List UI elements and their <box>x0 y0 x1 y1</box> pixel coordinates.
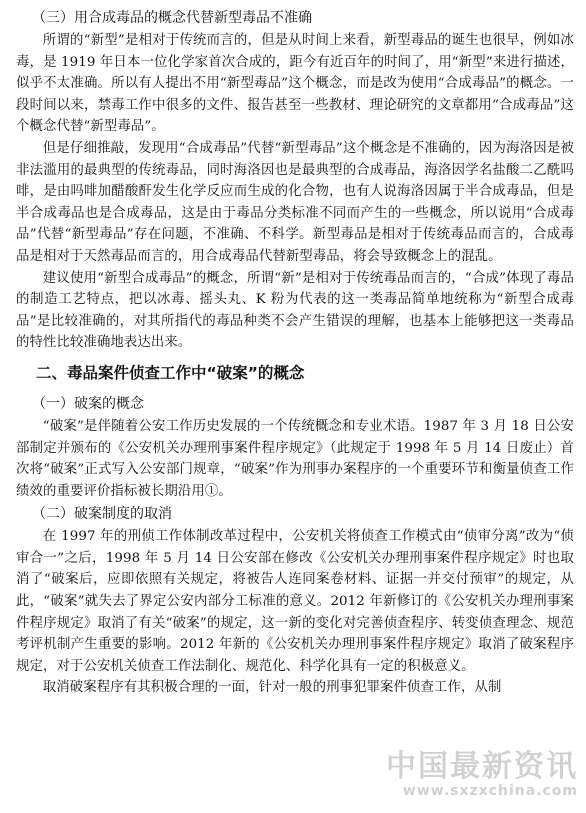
paragraph: 取消破案程序有其积极合理的一面，针对一般的刑事犯罪案件侦查工作，从制 <box>42 680 502 696</box>
chapter-heading: 二、毒品案件侦查工作中“破案”的概念 <box>36 363 305 382</box>
watermark-url: www.sxzxchina.com <box>402 783 578 799</box>
paragraph: 建议使用“新型合成毒品”的概念，所谓“新”是相对于传统毒品而言的，“合成”体现了毒品的制造工艺特点，把以冰毒、摇头丸、K 粉为代表的这一类毒品简单地统称为“新型合成毒品”是比较准确的，对其所指代的毒品种类不会产生错误的理解，也基本上能够把这一类毒品的特性比较准确地表达出来。 <box>16 270 574 351</box>
section-heading-3: （三）用合成毒品的概念代替新型毒品不准确 <box>32 10 312 26</box>
paragraph: 但是仔细推敲，发现用“合成毒品”代替“新型毒品”这个概念是不准确的，因为海洛因是被非法滥用的最典型的传统毒品，同时海洛因也是最典型的合成毒品，海洛因学名盐酸二乙酰吗啡，是由吗啡加醋酸酐发生化学反应而生成的化合物，也有人说海洛因属于半合成毒品，但是半合成毒品也是合成毒品，这是由于毒品分类标准不同而产生的一些概念，所以说用“合成毒品”代替“新型毒品”存在问题，不准确、不科学。新型毒品是相对于传统毒品而言的，合成毒品是相对于天然毒品而言的，用合成毒品代替新型毒品，将会导致概念上的混乱。 <box>16 140 574 264</box>
subsection-heading-1: （一）破案的概念 <box>32 395 144 412</box>
paragraph: 所谓的“新型”是相对于传统而言的，但是从时间上来看，新型毒品的诞生也很早，例如冰毒，是 1919 年日本一位化学家首次合成的，距今有近百年的时间了，用“新型”来进行描述，似乎不太准确。所以有人提出不用“新型毒品”这个概念，而是改为使用“合成毒品”的概念。一段时间以来，禁毒工作中很多的文件、报告甚至一些教材、理论研究的文章都用“合成毒品”这个概念代替“新型毒品”。 <box>16 33 574 135</box>
watermark <box>386 751 578 799</box>
paragraph: 在 1997 年的刑侦工作体制改革过程中，公安机关将侦查工作模式由“侦审分离”改为“侦审合一”之后，1998 年 5 月 14 日公安部在修改《公安机关办理刑事案件程序规定》时也取消了“破案后，应即依照有关规定，将被告人连同案卷材料、证据一并交付预审”的规定，从此，“破案”就失去了界定公安内部分工标准的意义。2012 年新修订的《公安机关办理刑事案件程序规定》取消了有关“破案”的规定，这一新的变化对完善侦查程序、转变侦查理念、规范考评机制产生重要的影响。2012 年新的《公安机关办理刑事案件程序规定》取消了破案程序规定，对于公安机关侦查工作法制化、规范化、科学化具有一定的积极意义。 <box>16 529 574 674</box>
watermark-title: 中国最新资讯 <box>386 749 578 784</box>
subsection-heading-2: （二）破案制度的取消 <box>32 506 172 523</box>
paragraph: “破案”是伴随着公安工作历史发展的一个传统概念和专业术语。1987 年 3 月 18 日公安部制定并颁布的《公安机关办理刑事案件程序规定》（此规定于 1998 年 5 月 14 日废止）首次将“破案”正式写入公安部门规章，“破案”作为刑事办案程序的一个重要环节和衡量侦查工作绩效的重要评价指标被长期沿用①。 <box>16 418 574 499</box>
